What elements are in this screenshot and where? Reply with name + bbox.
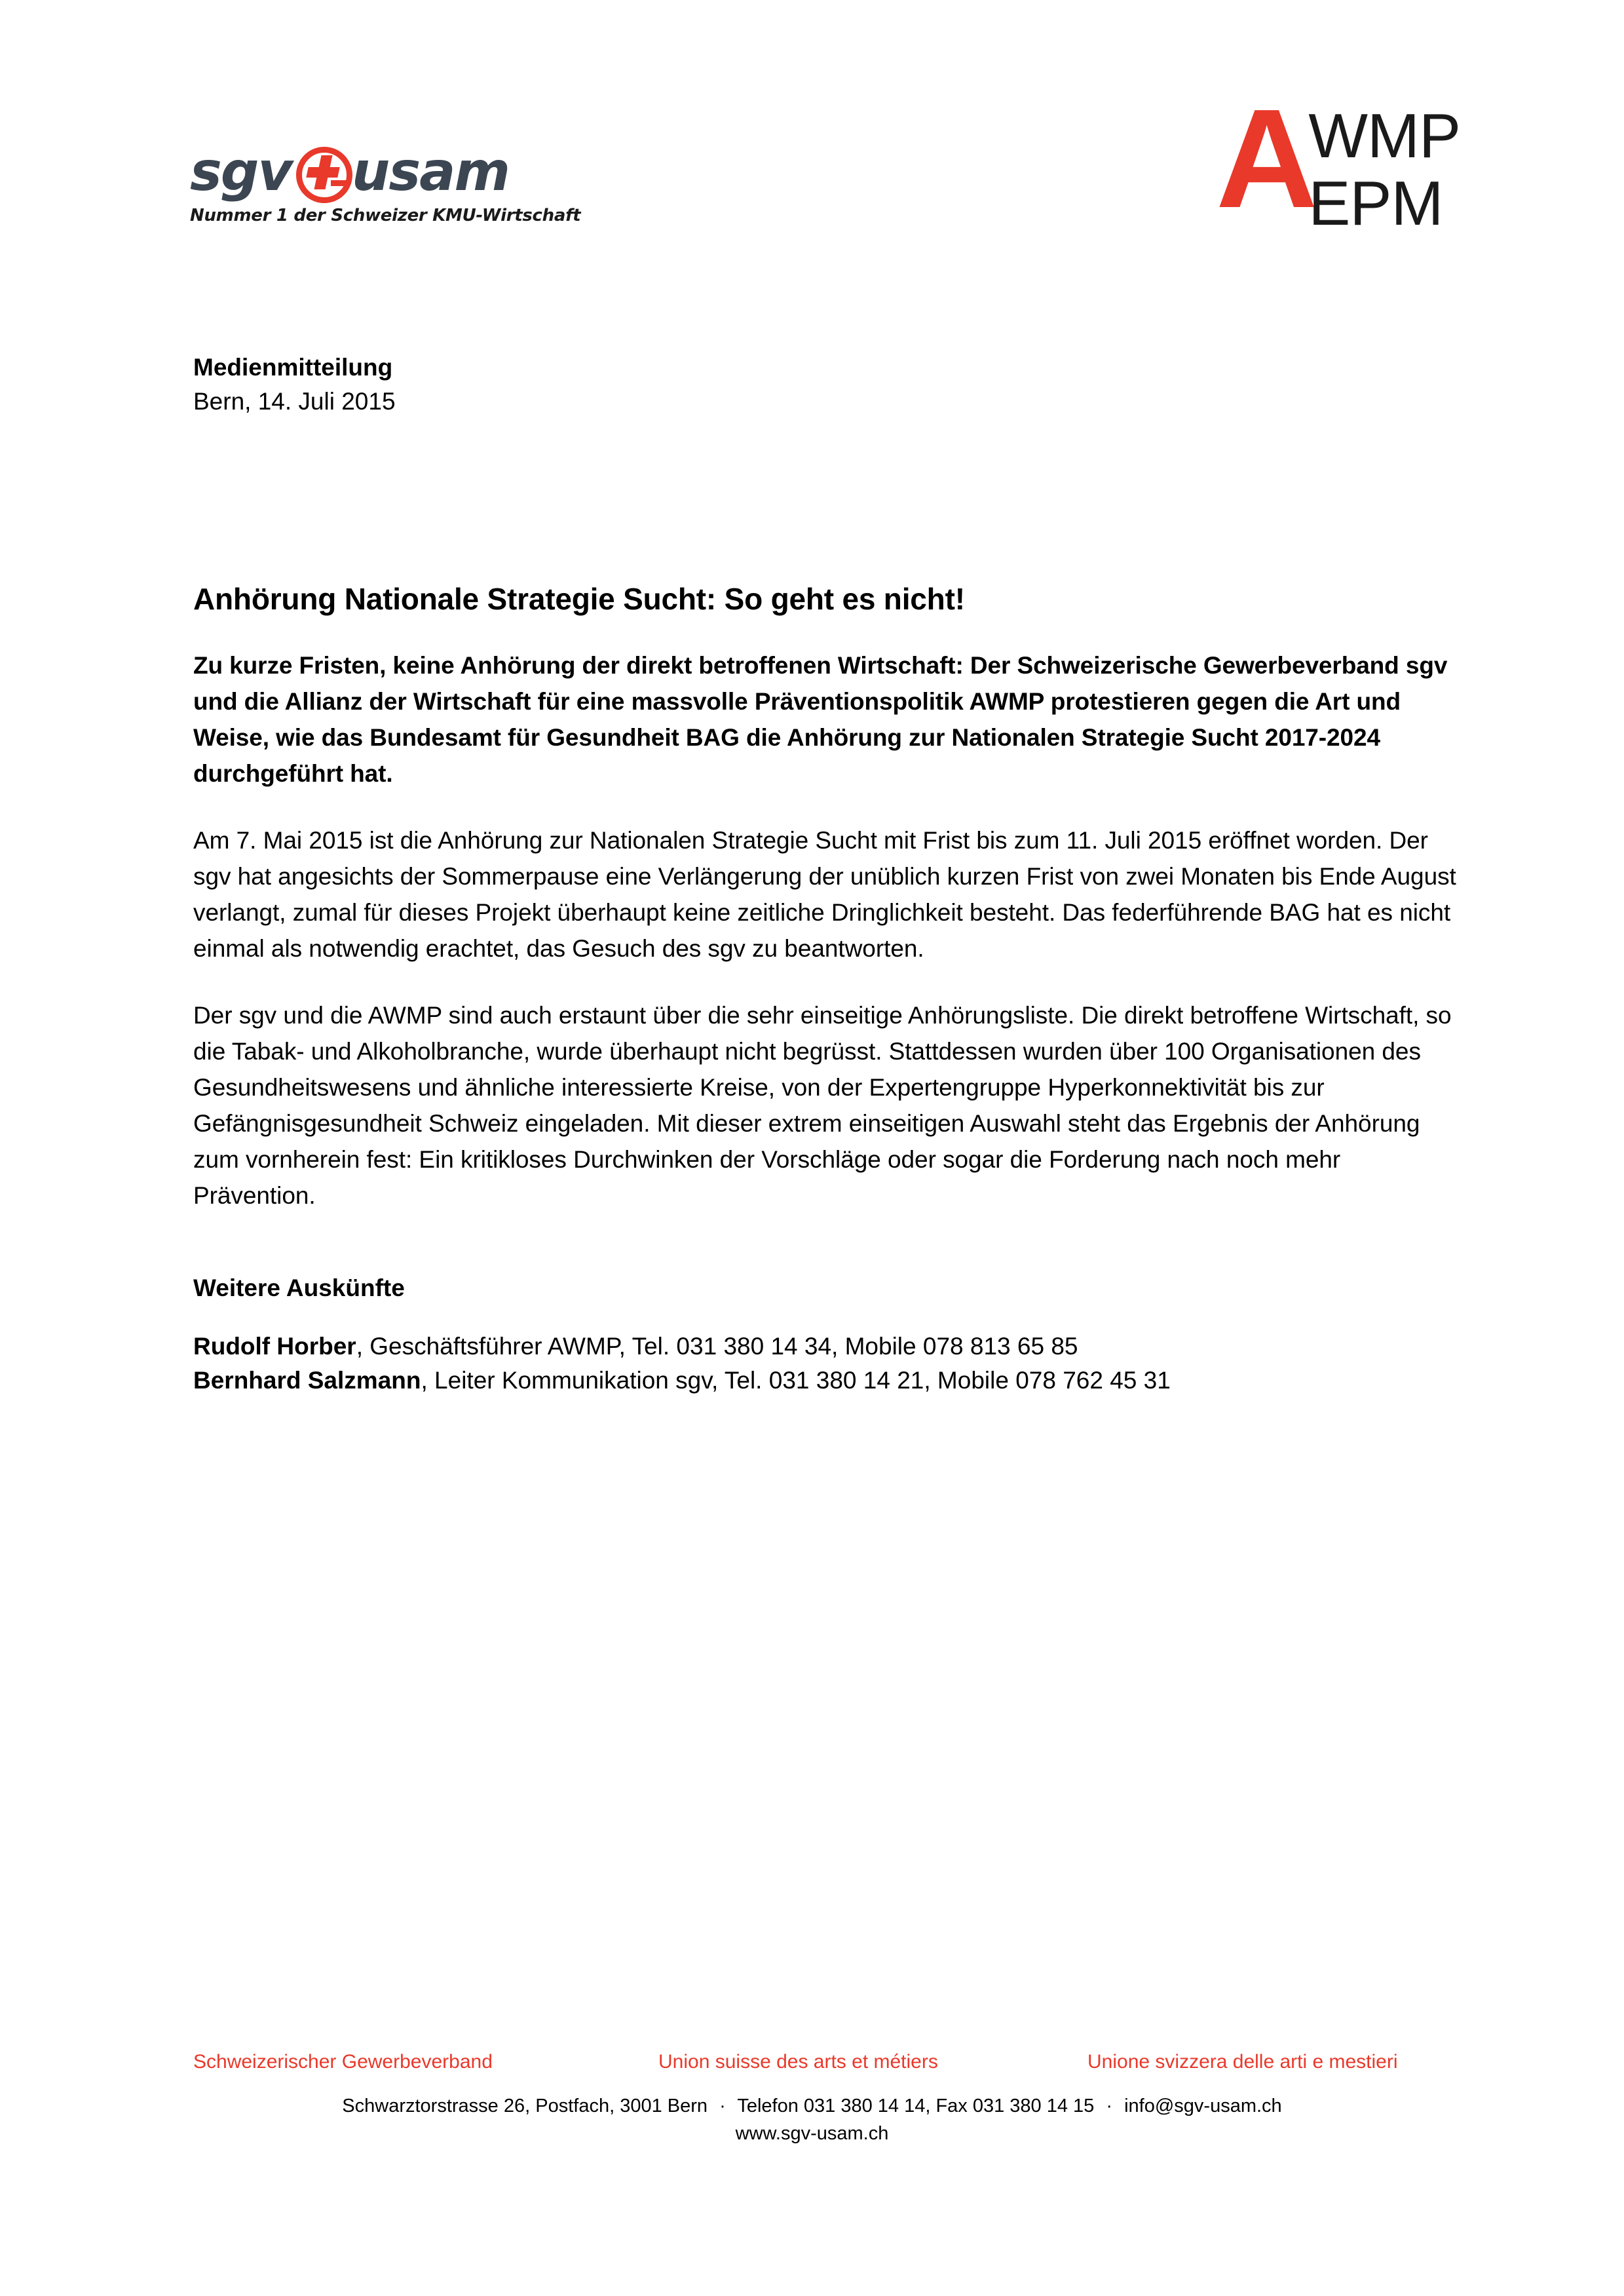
footer-org-name-fr: Union suisse des arts et métiers (658, 2051, 938, 2073)
awmp-aepm-logo (1216, 79, 1460, 249)
footer-contact-line (0, 2092, 1624, 2120)
document-type-label: Medienmitteilung (193, 354, 393, 381)
footer-address: Schwarztorstrasse 26, Postfach, 3001 Bern (342, 2095, 708, 2116)
footer-website[interactable]: www.sgv-usam.ch (735, 2123, 889, 2144)
sgv-logo-text-right: usam (351, 141, 509, 203)
contact-name: Rudolf Horber (193, 1333, 356, 1360)
contacts-list (193, 1330, 1458, 1398)
document-body (193, 351, 1458, 1398)
sgv-logo-text-left: sgv (190, 141, 292, 203)
contact-details: , Geschäftsführer AWMP, Tel. 031 380 14 34, Mobile 078 813 65 85 (356, 1333, 1078, 1360)
document-footer (0, 2051, 1624, 2147)
lead-paragraph: Zu kurze Fristen, keine Anhörung der direkt betroffenen Wirtschaft: Der Schweizerische Gewerbeverband sgv und die Allianz der Wirtschaft für eine massvolle Präventionspolitik AWMP protestieren gegen die Art und Weise, wie das Bundesamt für Gesundheit BAG die Anhörung zur Nationalen Strategie Sucht 2017-2024 durchgeführt hat. (193, 652, 1448, 787)
sgv-usam-wordmark (190, 141, 583, 203)
place-date-line: Bern, 14. Juli 2015 (193, 388, 396, 415)
footer-organisation-names (0, 2051, 1624, 2081)
body-paragraph-2: Der sgv und die AWMP sind auch erstaunt über die sehr einseitige Anhörungsliste. Die direkt betroffene Wirtschaft, so die Tabak- und Alkoholbranche, wurde überhaupt nicht begrüsst. Stattdessen wurden über 100 Organisationen des Gesundheitswesens und ähnliche interessierte Kreise, von der Expertengruppe Hyperkonnektivität bis zur Gefängnisgesundheit Schweiz eingeladen. Mit dieser extrem einseitigen Auswahl steht das Ergebnis der Anhörung zum vornherein fest: Ein kritikloses Durchwinken der Vorschläge oder sogar die Forderung nach noch mehr Prävention. (193, 1002, 1452, 1209)
page-title: Anhörung Nationale Strategie Sucht: So geht es nicht! (193, 582, 965, 616)
awmp-logo-line-epm: EPM (1308, 168, 1443, 239)
contacts-heading: Weitere Auskünfte (193, 1274, 405, 1301)
footer-org-name-de: Schweizerischer Gewerbeverband (193, 2051, 493, 2073)
awmp-logo-initial-a: A (1216, 79, 1313, 237)
contact-entry (193, 1364, 1458, 1398)
contact-name: Bernhard Salzmann (193, 1367, 421, 1394)
swiss-cross-circle-icon (293, 144, 350, 201)
footer-email[interactable]: info@sgv-usam.ch (1124, 2095, 1282, 2116)
awmp-logo-line-wmp: WMP (1308, 101, 1460, 171)
contact-details: , Leiter Kommunikation sgv, Tel. 031 380 14 21, Mobile 078 762 45 31 (421, 1367, 1171, 1394)
footer-phone: Telefon 031 380 14 14, Fax 031 380 14 15 (737, 2095, 1095, 2116)
contact-entry (193, 1330, 1458, 1364)
sgv-usam-logo (190, 141, 583, 225)
footer-separator-1: · (719, 2095, 726, 2116)
awmp-logo-text-stack (1308, 98, 1460, 239)
footer-separator-2: · (1106, 2095, 1113, 2116)
body-paragraph-1: Am 7. Mai 2015 ist die Anhörung zur Nationalen Strategie Sucht mit Frist bis zum 11. Juli 2015 eröffnet worden. Der sgv hat angesichts der Sommerpause eine Verlängerung der unüblich kurzen Frist von zwei Monaten bis Ende August verlangt, zumal für dieses Projekt überhaupt keine zeitliche Dringlichkeit besteht. Das federführende BAG hat es nicht einmal als notwendig erachtet, das Gesuch des sgv zu beantworten. (193, 827, 1456, 962)
footer-org-name-it: Unione svizzera delle arti e mestieri (1087, 2051, 1398, 2073)
sgv-logo-tagline: Nummer 1 der Schweizer KMU-Wirtschaft (190, 206, 581, 225)
document-header (0, 79, 1624, 295)
